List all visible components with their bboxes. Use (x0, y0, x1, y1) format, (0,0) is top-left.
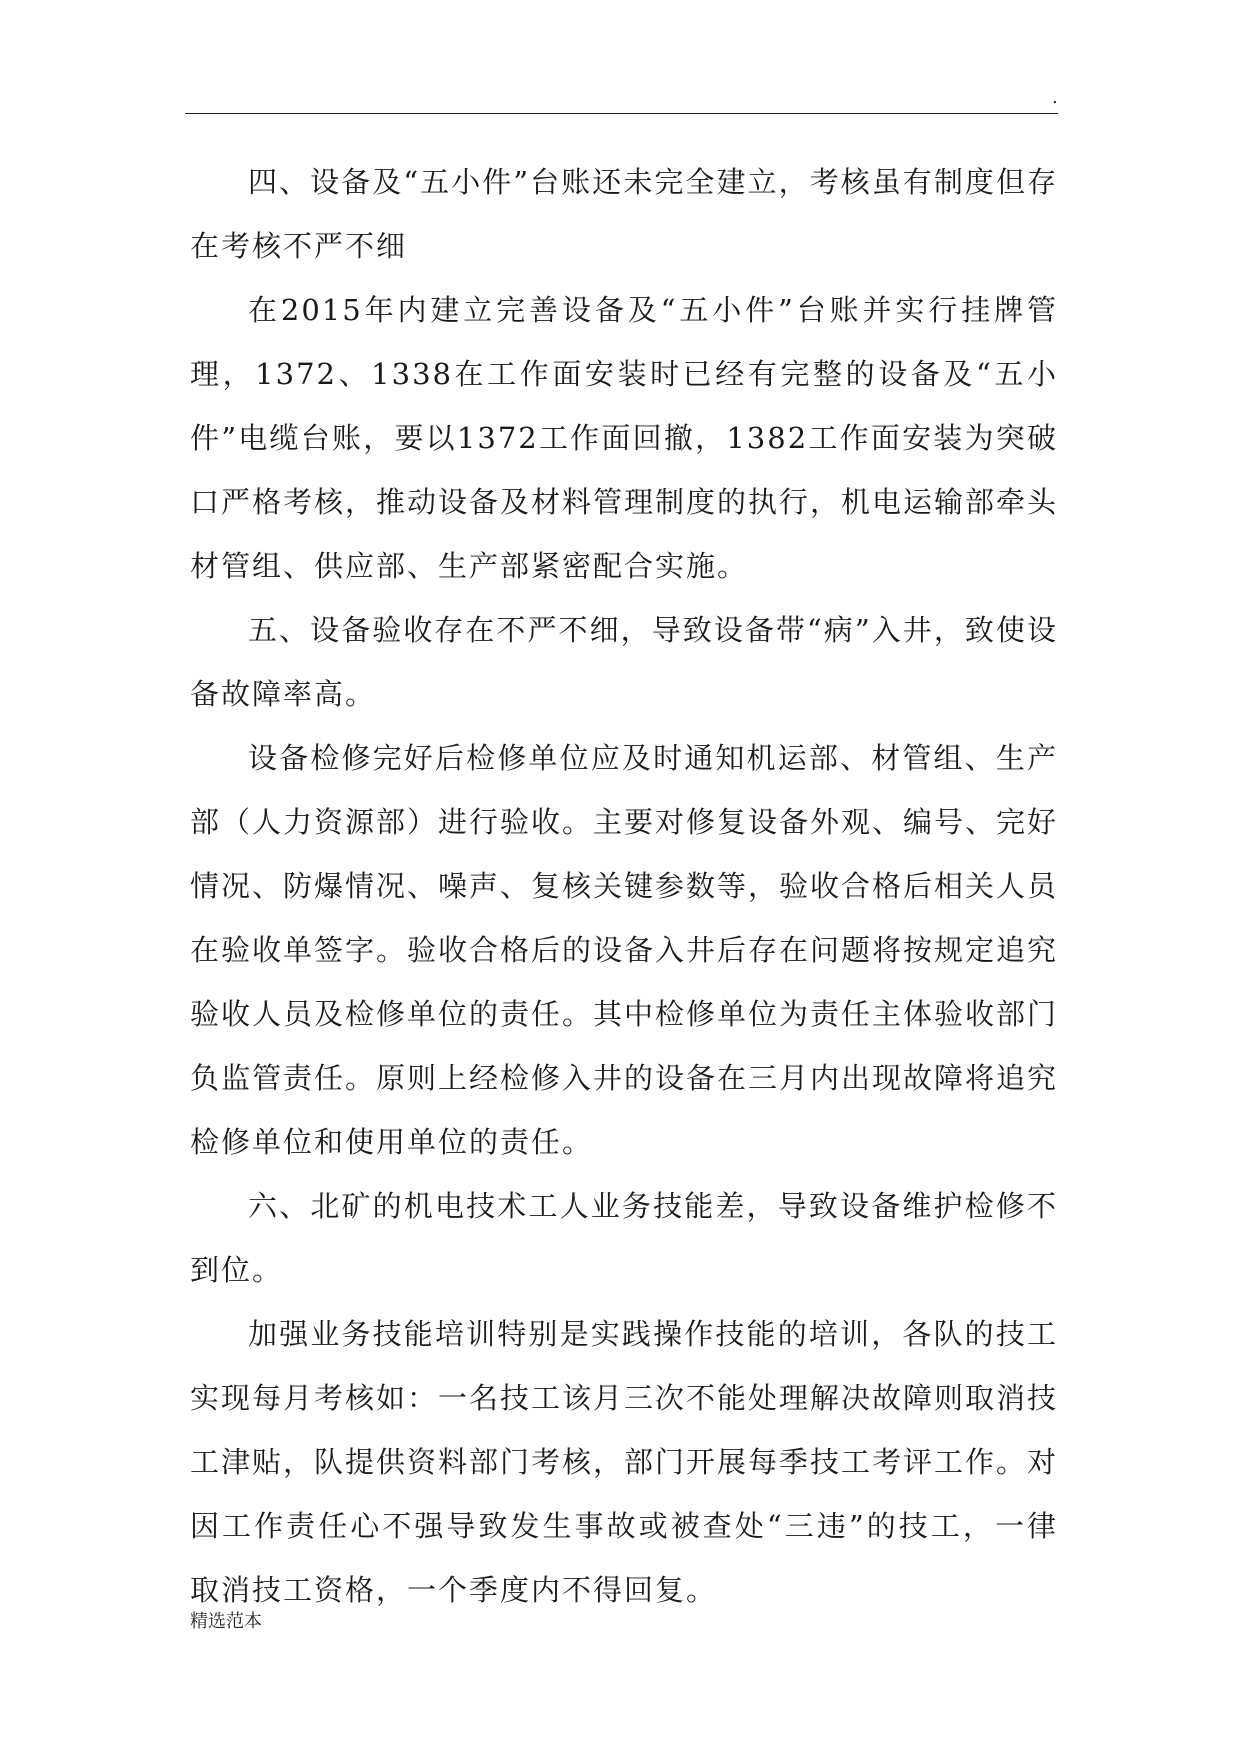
section-heading-4: 四、设备及“五小件”台账还未完全建立，考核虽有制度但存在考核不严不细 (190, 165, 1058, 263)
section-heading-5: 五、设备验收存在不严不细，导致设备带“病”入井，致使设备故障率高。 (190, 613, 1058, 711)
document-body (190, 150, 1058, 1622)
body-paragraph: 在2015年内建立完善设备及“五小件”台账并实行挂牌管理，1372、1338在工作面安装时已经有完整的设备及“五小件”电缆台账，要以1372工作面回撤，1382工作面安装为突破口严格考核，推动设备及材料管理制度的执行，机电运输部牵头材管组、供应部、生产部紧密配合实施。 (190, 293, 1059, 583)
header-divider (185, 113, 1058, 114)
footer-label: 精选范本 (190, 1611, 262, 1632)
section-heading-6: 六、北矿的机电技术工人业务技能差，导致设备维护检修不到位。 (190, 1189, 1058, 1287)
body-paragraph: 加强业务技能培训特别是实践操作技能的培训，各队的技工实现每月考核如：一名技工该月三次不能处理解决故障则取消技工津贴，队提供资料部门考核，部门开展每季技工考评工作。对因工作责任心不强导致发生事故或被查处“三违”的技工，一律取消技工资格，一个季度内不得回复。 (190, 1317, 1059, 1607)
body-paragraph: 设备检修完好后检修单位应及时通知机运部、材管组、生产部（人力资源部）进行验收。主要对修复设备外观、编号、完好情况、防爆情况、噪声、复核关键参数等，验收合格后相关人员在验收单签字。验收合格后的设备入井后存在问题将按规定追究验收人员及检修单位的责任。其中检修单位为责任主体验收部门负监管责任。原则上经检修入井的设备在三月内出现故障将追究检修单位和使用单位的责任。 (190, 741, 1059, 1159)
header-mark: . (1052, 87, 1058, 108)
